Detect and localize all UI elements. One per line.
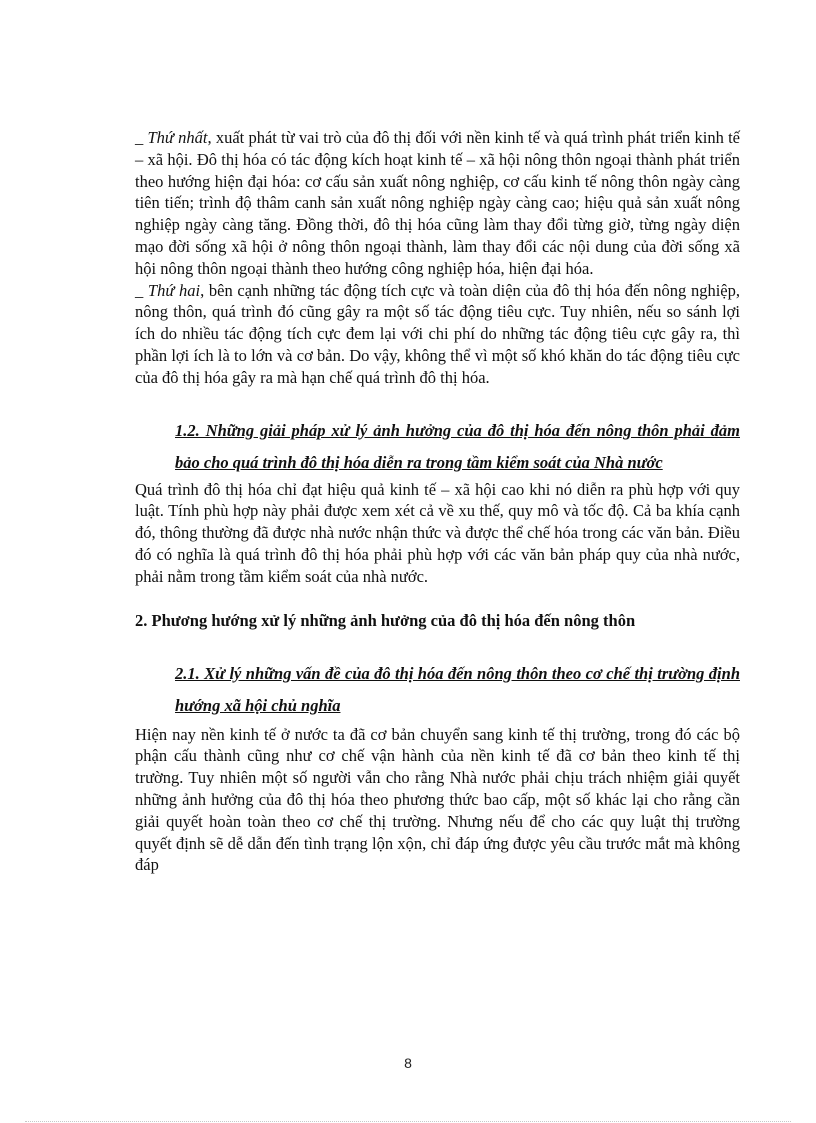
section-heading-2: 2. Phương hướng xử lý những ảnh hưởng của đô thị hóa đến nông thôn	[135, 610, 636, 630]
lead-term-second: Thứ hai	[147, 280, 201, 300]
section-heading-1-2: 1.2. Những giải pháp xử lý ảnh hưởng của đô thị hóa đến nông thôn phải đảm bảo cho quá trình đô thị hóa diễn ra trong tầm kiểm soát của Nhà nước	[175, 420, 740, 472]
paragraph-text: , bên cạnh những tác động tích cực và toàn diện của đô thị hóa đến nông nghiệp, nông thôn, quá trình đó cũng gây ra một số tác động tiêu cực. Tuy nhiên, nếu so sánh lợi ích do nhiều tác động tích cực đem lại với chi phí do những tác động tiêu cực gây ra, thì phần lợi ích là to lớn và cơ bản. Do vậy, không thể vì một số khó khăn do tác động tiêu cực của đô thị hóa gây ra mà hạn chế quá trình đô thị hóa.	[135, 280, 740, 387]
section-heading-2-1: 2.1. Xử lý những vấn đề của đô thị hóa đến nông thôn theo cơ chế thị trường định hướng xã hội chủ nghĩa	[175, 663, 740, 715]
lead-term-first: Thứ nhất	[147, 128, 208, 147]
bullet-prefix: _	[135, 128, 148, 147]
page-bottom-divider	[25, 1121, 791, 1122]
paragraph-urbanization-control: Quá trình đô thị hóa chỉ đạt hiệu quả kinh tế – xã hội cao khi nó diễn ra phù hợp với quy luật. Tính phù hợp này phải được xem xét cả về xu thế, quy mô và tốc độ. Cả ba khía cạnh đó, thông thường đã được nhà nước nhận thức và được thể chế hóa trong các văn bản. Điều đó có nghĩa là quá trình đô thị hóa phải phù hợp với các văn bản pháp quy của nhà nước, phải nằm trong tầm kiểm soát của nhà nước.	[135, 479, 740, 586]
page-number: 8	[404, 1055, 412, 1071]
paragraph-first-point	[135, 127, 740, 280]
paragraph-market-economy: Hiện nay nền kinh tế ở nước ta đã cơ bản chuyển sang kinh tế thị trường, trong đó các bộ phận cấu thành cũng như cơ chế vận hành của nền kinh tế đã cơ bản theo kinh tế thị trường. Tuy nhiên một số người vẫn cho rằng Nhà nước phải chịu trách nhiệm giải quyết những ảnh hưởng của đô thị hóa theo phương thức bao cấp, một số khác lại cho rằng cần giải quyết hoàn toàn theo cơ chế thị trường. Nhưng nếu để cho các quy luật thị trường quyết định sẽ dễ dẫn đến tình trạng lộn xộn, chỉ đáp ứng được yêu cầu trước mắt mà không đáp	[135, 724, 740, 875]
page-body	[135, 127, 740, 876]
paragraph-text: , xuất phát từ vai trò của đô thị đối với nền kinh tế và quá trình phát triển kinh tế – xã hội. Đô thị hóa có tác động kích hoạt kinh tế – xã hội nông thôn ngoại thành phát triển theo hướng hiện đại hóa: cơ cấu sản xuất nông nghiệp, cơ cấu kinh tế nông thôn ngày càng tiên tiến; trình độ thâm canh sản xuất nông nghiệp ngày càng cao; hiệu quả sản xuất nông nghiệp ngày càng tăng. Đồng thời, đô thị hóa cũng làm thay đổi từng giờ, từng ngày diện mạo đời sống xã hội ở nông thôn ngoại thành, làm thay đổi các nội dung của đời sống xã hội nông thôn ngoại thành theo hướng công nghiệp hóa, hiện đại hóa.	[135, 128, 740, 278]
paragraph-second-point	[135, 280, 740, 389]
bullet-prefix: _	[135, 280, 148, 300]
